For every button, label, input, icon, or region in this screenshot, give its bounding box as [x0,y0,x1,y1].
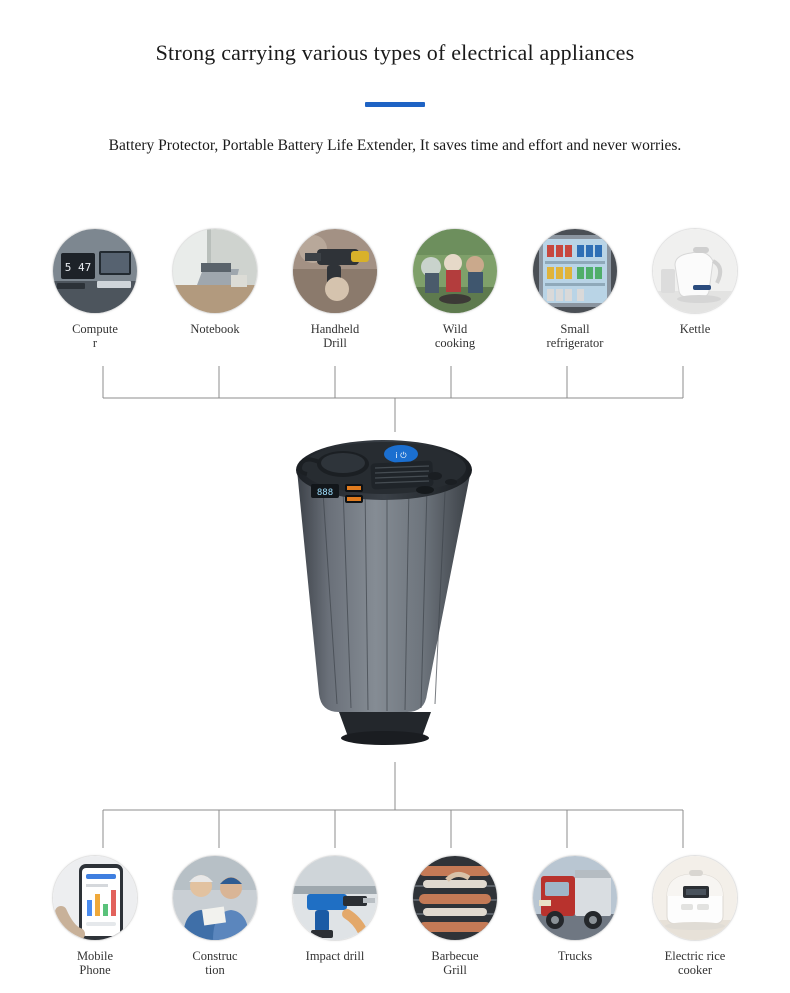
handheld-drill-thumb [292,228,378,314]
list-item-label: Compute r [72,322,118,350]
trucks-thumb [532,855,618,941]
list-item[interactable] [410,855,500,977]
list-item-label: Mobile Phone [76,949,114,977]
list-item-label: Small refrigerator [546,322,604,350]
product-image [275,432,515,762]
list-item-label: Handheld Drill [310,322,360,350]
list-item[interactable] [530,855,620,977]
page-subtitle: Battery Protector, Portable Battery Life Extender, It saves time and effort and never worries. [108,137,682,154]
list-item-label: Construc tion [192,949,238,977]
page-title: Strong carrying various types of electrical appliances [155,40,635,65]
list-item-label: Wild cooking [434,322,476,350]
list-item[interactable] [50,228,140,350]
list-item-label: Trucks [557,949,593,963]
construction-thumb [172,855,258,941]
list-item-label: Kettle [679,322,711,336]
wild-cooking-thumb [412,228,498,314]
list-item[interactable] [410,228,500,350]
svg-text:5 47: 5 47 [64,261,92,274]
mobile-phone-thumb [52,855,138,941]
barbecue-grill-thumb [412,855,498,941]
impact-drill-thumb [292,855,378,941]
small-refrigerator-thumb [532,228,618,314]
list-item-label: Impact drill [305,949,365,963]
appliance-row-bottom [0,855,790,977]
notebook-thumb [172,228,258,314]
appliance-row-top [0,228,790,350]
list-item-label: Notebook [190,322,240,336]
list-item[interactable] [170,228,260,350]
list-item[interactable] [650,855,740,977]
list-item-label: Electric rice cooker [664,949,726,977]
list-item-label: Barbecue Grill [431,949,479,977]
svg-text:i ⏻: i ⏻ [395,451,407,460]
kettle-thumb [652,228,738,314]
list-item[interactable] [170,855,260,977]
list-item[interactable] [290,228,380,350]
list-item[interactable] [650,228,740,350]
computer-thumb [52,228,138,314]
list-item[interactable] [530,228,620,350]
list-item[interactable] [50,855,140,977]
list-item[interactable] [290,855,380,977]
accent-divider [365,102,425,107]
electric-rice-cooker-thumb [652,855,738,941]
product-display: 888 [316,488,334,498]
